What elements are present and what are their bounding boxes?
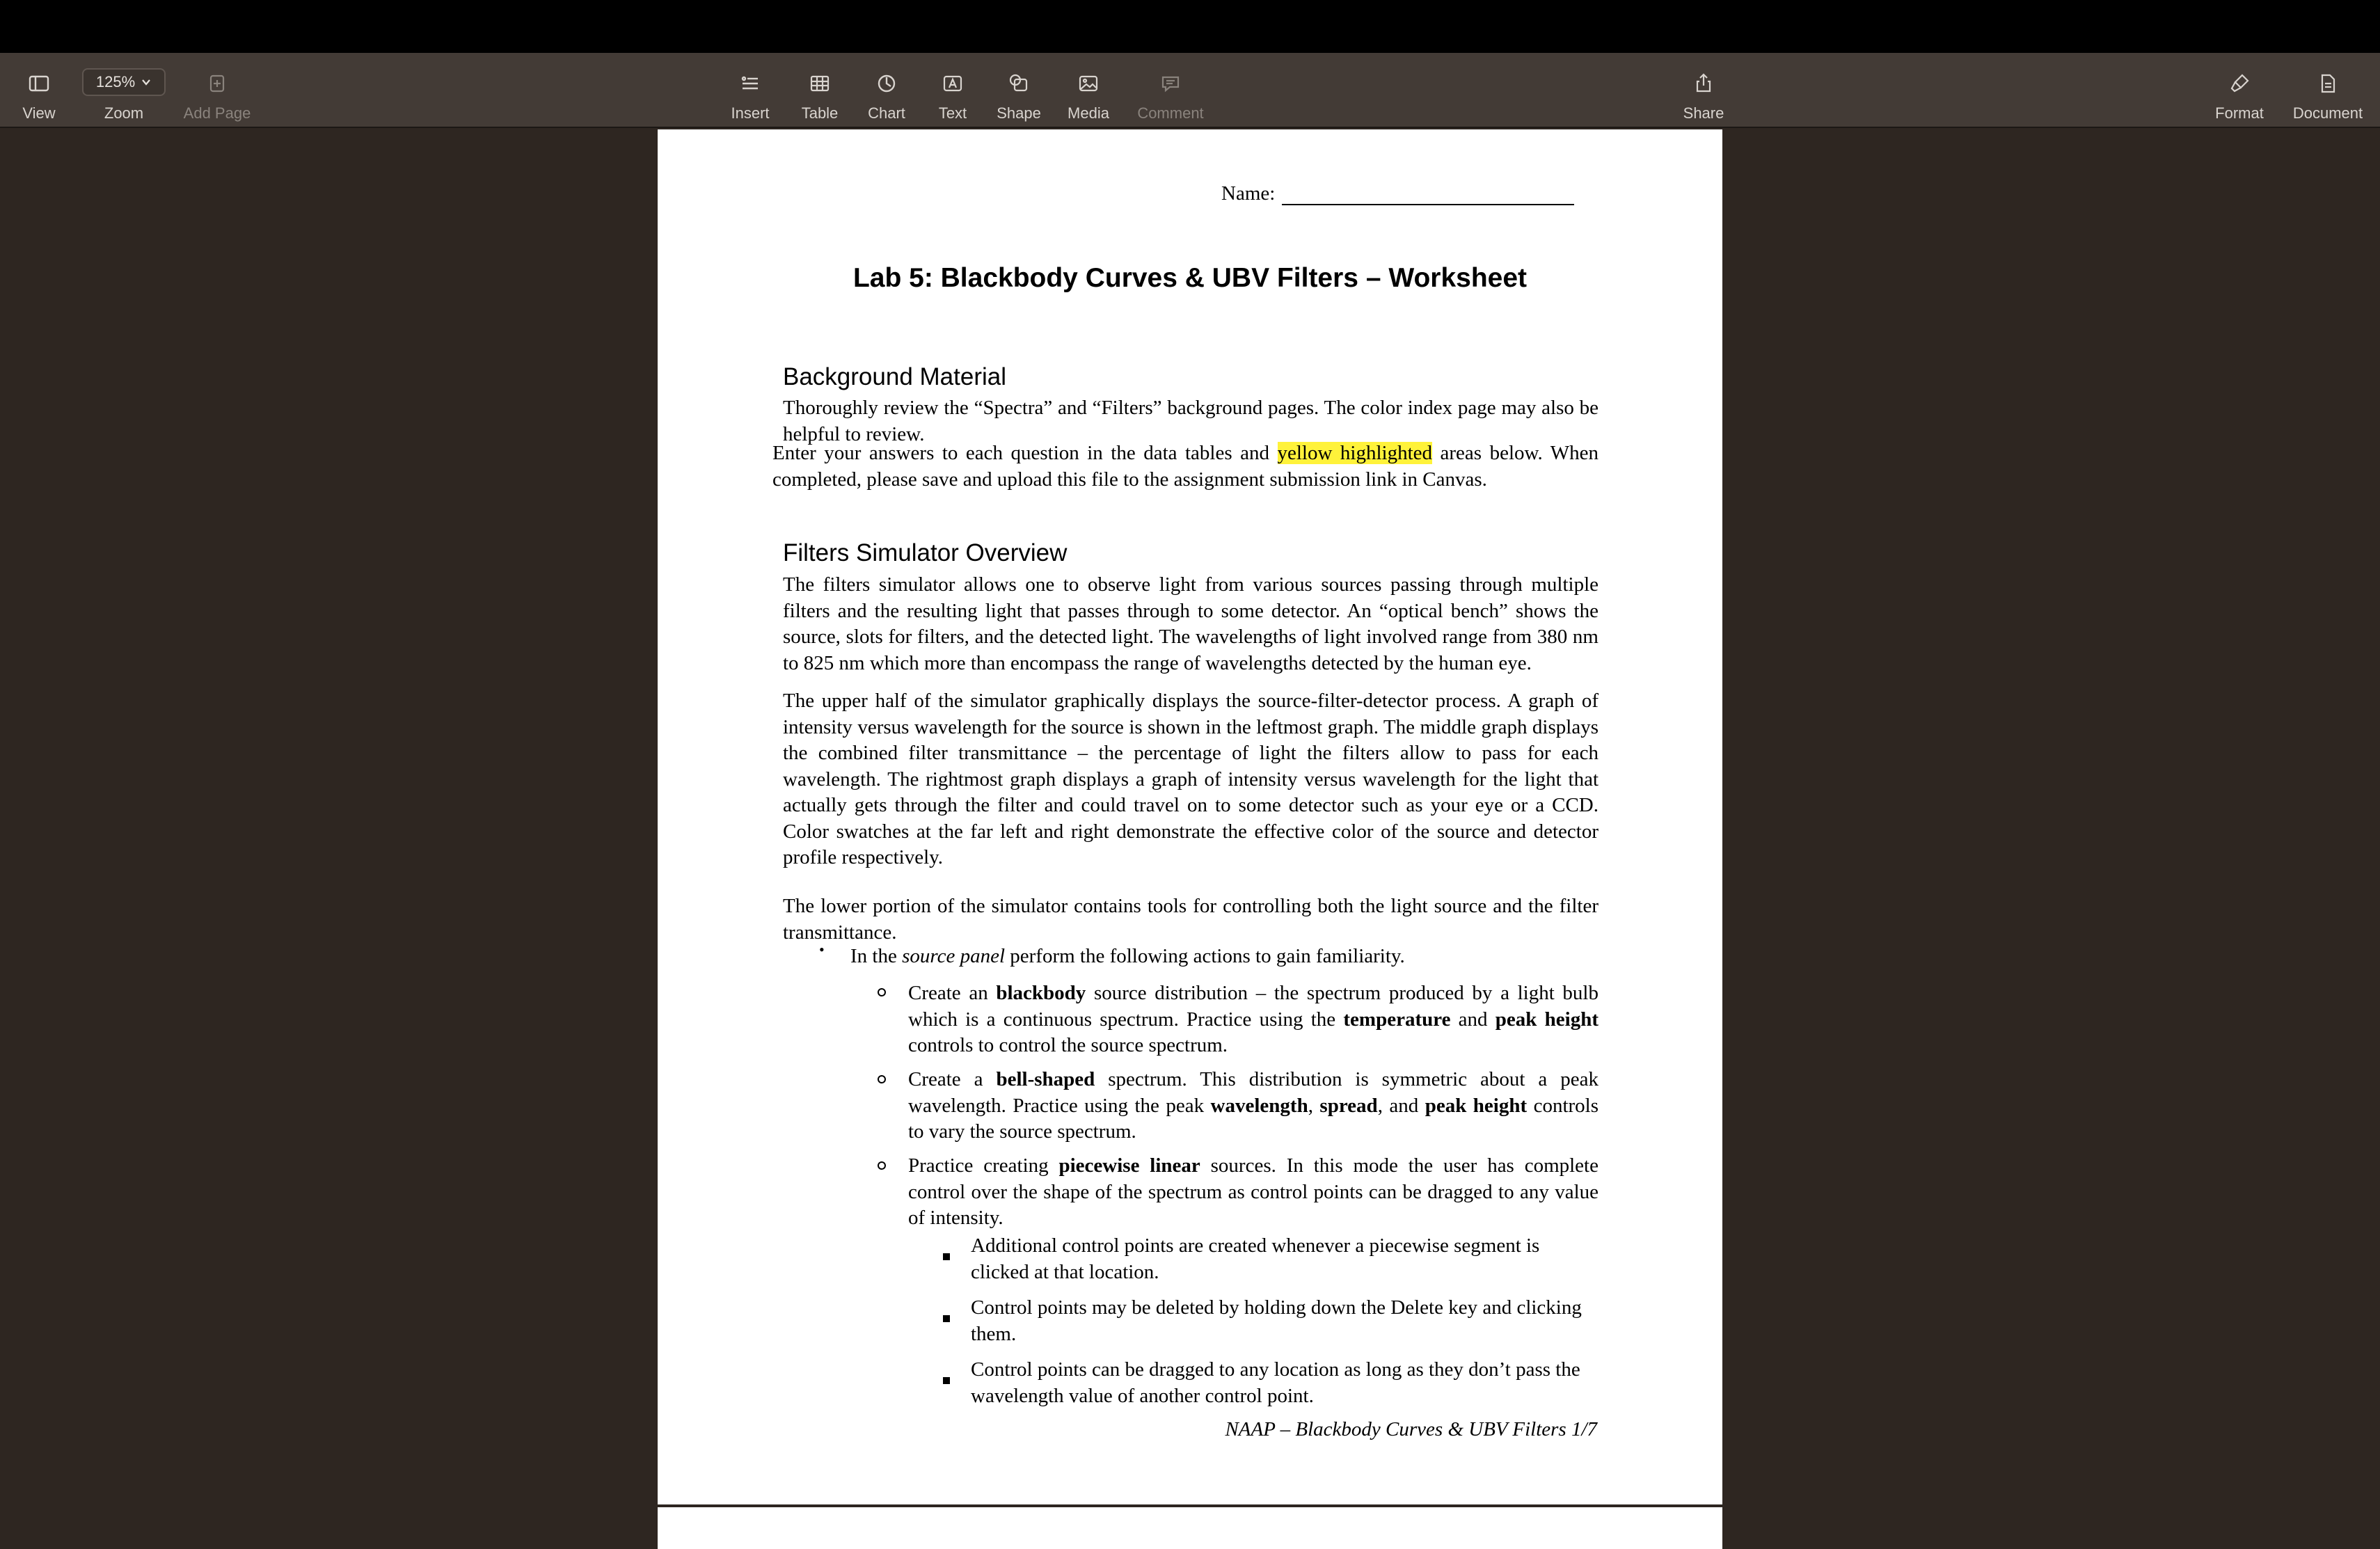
insert-label: Insert xyxy=(731,104,770,122)
format-button[interactable] xyxy=(2212,53,2267,128)
text-label: Text xyxy=(938,104,967,122)
list-item-piecewise xyxy=(908,1153,1598,1232)
share-label: Share xyxy=(1683,104,1724,122)
document-page[interactable] xyxy=(658,129,1722,1504)
table-label: Table xyxy=(801,104,839,122)
paragraph-overview-3: The lower portion of the simulator contains tools for controlling both the light source and the filter transmittance. xyxy=(783,895,1598,944)
media-button[interactable] xyxy=(1063,53,1113,128)
document-label: Document xyxy=(2292,104,2363,122)
blackbody-text-e: controls to control the source spectrum. xyxy=(908,1034,1228,1056)
name-blank-line[interactable] xyxy=(1282,187,1574,205)
source-panel-text-b: perform the following actions to gain familiarity. xyxy=(1005,945,1405,967)
zoom-control[interactable] xyxy=(81,53,167,128)
wavelength-bold: wavelength xyxy=(1210,1094,1308,1117)
worksheet-title: Lab 5: Blackbody Curves & UBV Filters – Worksheet xyxy=(852,263,1528,293)
media-label: Media xyxy=(1068,104,1109,122)
chart-icon xyxy=(867,64,906,103)
format-brush-icon xyxy=(2220,64,2259,103)
list-item-delete-points: Control points may be deleted by holding down the Delete key and clicking them. xyxy=(971,1296,1582,1345)
zoom-select[interactable] xyxy=(82,68,166,96)
circle-bullet xyxy=(878,988,886,996)
add-page-label: Add Page xyxy=(183,104,251,122)
chart-label: Chart xyxy=(868,104,905,122)
bell-text-f: controls to vary the source spectrum. xyxy=(908,1094,1598,1143)
share-button[interactable] xyxy=(1679,53,1729,128)
paragraph-background: Thoroughly review the “Spectra” and “Filters” background pages. The color index page may also be helpful to review. xyxy=(783,397,1598,445)
circle-bullet xyxy=(878,1075,886,1083)
format-label: Format xyxy=(2215,104,2264,122)
blackbody-text-c: source distribution – the spectrum produced by a light bulb which is a continuous spectrum. Practice using the xyxy=(908,982,1598,1031)
document-icon xyxy=(2308,64,2347,103)
document-button[interactable] xyxy=(2290,53,2366,128)
text-button[interactable] xyxy=(928,53,978,128)
yellow-highlight: yellow highlighted xyxy=(1277,442,1433,464)
view-button[interactable] xyxy=(14,53,64,128)
zoom-label: Zoom xyxy=(104,104,144,122)
bell-text-d: , xyxy=(1308,1094,1320,1117)
shape-label: Shape xyxy=(997,104,1041,122)
paragraph-overview-1: The filters simulator allows one to observe light from various sources passing through multiple filters and the resulting light that passes through to some detector. An “optical bench” shows the source, slots for filters, and the detected light. The wavelengths of light involved range from 380 nm to 825 nm which more than encompass the range of wavelengths detected by the human eye. xyxy=(783,573,1598,674)
table-button[interactable] xyxy=(795,53,845,128)
add-page-button[interactable] xyxy=(178,53,256,128)
list-item-source-panel xyxy=(850,944,1598,970)
name-field xyxy=(1221,182,1574,205)
comment-button[interactable] xyxy=(1134,53,1207,128)
page-footer: NAAP – Blackbody Curves & UBV Filters 1/7 xyxy=(1225,1418,1597,1440)
peak-height-bold-2: peak height xyxy=(1425,1094,1528,1117)
circle-bullet xyxy=(878,1161,886,1170)
blackbody-text-a: Create an xyxy=(908,982,997,1004)
next-document-page[interactable] xyxy=(658,1507,1722,1549)
list-item-drag-points: Control points can be dragged to any location as long as they don’t pass the wavelength value of another control point. xyxy=(971,1358,1580,1407)
piecewise-linear-bold: piecewise linear xyxy=(1058,1154,1200,1177)
blackbody-text-d: and xyxy=(1450,1008,1496,1031)
insert-list-icon xyxy=(731,64,770,103)
piecewise-text-a: Practice creating xyxy=(908,1154,1059,1177)
chart-button[interactable] xyxy=(862,53,912,128)
temperature-bold: temperature xyxy=(1343,1008,1451,1031)
window-title-bar xyxy=(0,0,2380,53)
blackbody-bold: blackbody xyxy=(996,982,1086,1004)
square-bullet xyxy=(943,1315,950,1322)
comment-icon xyxy=(1151,64,1190,103)
list-item-add-points: Additional control points are created whenever a piecewise segment is clicked at that location. xyxy=(971,1234,1540,1283)
table-icon xyxy=(800,64,839,103)
peak-height-bold: peak height xyxy=(1495,1008,1598,1031)
text-box-icon xyxy=(933,64,972,103)
source-panel-text-a: In the xyxy=(850,945,903,967)
bell-text-e: , and xyxy=(1377,1094,1425,1117)
paragraph-overview-2: The upper half of the simulator graphically displays the source-filter-detector process. A graph of intensity versus wavelength for the source is shown in the leftmost graph. The middle graph displays the combined filter transmittance – the percentage of light the filters allow to pass for each wavelength. The rightmost graph displays a graph of intensity versus wavelength for the light that actually gets through the filter and could travel on to some detector such as your eye or a CCD. Color swatches at the far left and right demonstrate the effective color of the source and detector profile respectively. xyxy=(783,690,1598,868)
comment-label: Comment xyxy=(1137,104,1204,122)
add-page-icon xyxy=(198,64,237,103)
media-photo-icon xyxy=(1069,64,1108,103)
heading-overview: Filters Simulator Overview xyxy=(783,539,1068,566)
toolbar xyxy=(0,53,2380,128)
square-bullet xyxy=(943,1253,950,1260)
bell-text-a: Create a xyxy=(908,1068,997,1090)
sidebar-icon xyxy=(19,64,58,103)
spread-bold: spread xyxy=(1319,1094,1378,1117)
document-content[interactable] xyxy=(658,129,1722,1504)
shape-icon xyxy=(999,64,1038,103)
bullet-dot: • xyxy=(819,941,825,958)
heading-background: Background Material xyxy=(783,363,1006,390)
list-item-blackbody xyxy=(908,980,1598,1059)
bell-text-c: spectrum. This distribution is symmetric about a peak wavelength. Practice using the peak xyxy=(908,1068,1598,1117)
chevron-down-icon xyxy=(141,77,152,88)
insert-button[interactable] xyxy=(725,53,775,128)
square-bullet xyxy=(943,1377,950,1384)
zoom-value: 125% xyxy=(95,73,136,90)
share-icon xyxy=(1684,64,1723,103)
bell-shaped-bold: bell-shaped xyxy=(996,1068,1095,1090)
paragraph-instructions xyxy=(772,440,1598,493)
instructions-text-a: Enter your answers to each question in the data tables and xyxy=(772,442,1278,464)
name-label: Name: xyxy=(1221,182,1276,205)
list-item-bell-shaped xyxy=(908,1067,1598,1145)
view-label: View xyxy=(22,104,56,122)
instructions-text-b: areas below. When completed, please save and upload this file to the assignment submission link in Canvas. xyxy=(772,442,1599,491)
shape-button[interactable] xyxy=(994,53,1044,128)
source-panel-emphasis: source panel xyxy=(902,945,1006,967)
piecewise-text-c: sources. In this mode the user has complete control over the shape of the spectrum as control points can be dragged to any value of intensity. xyxy=(908,1154,1598,1229)
